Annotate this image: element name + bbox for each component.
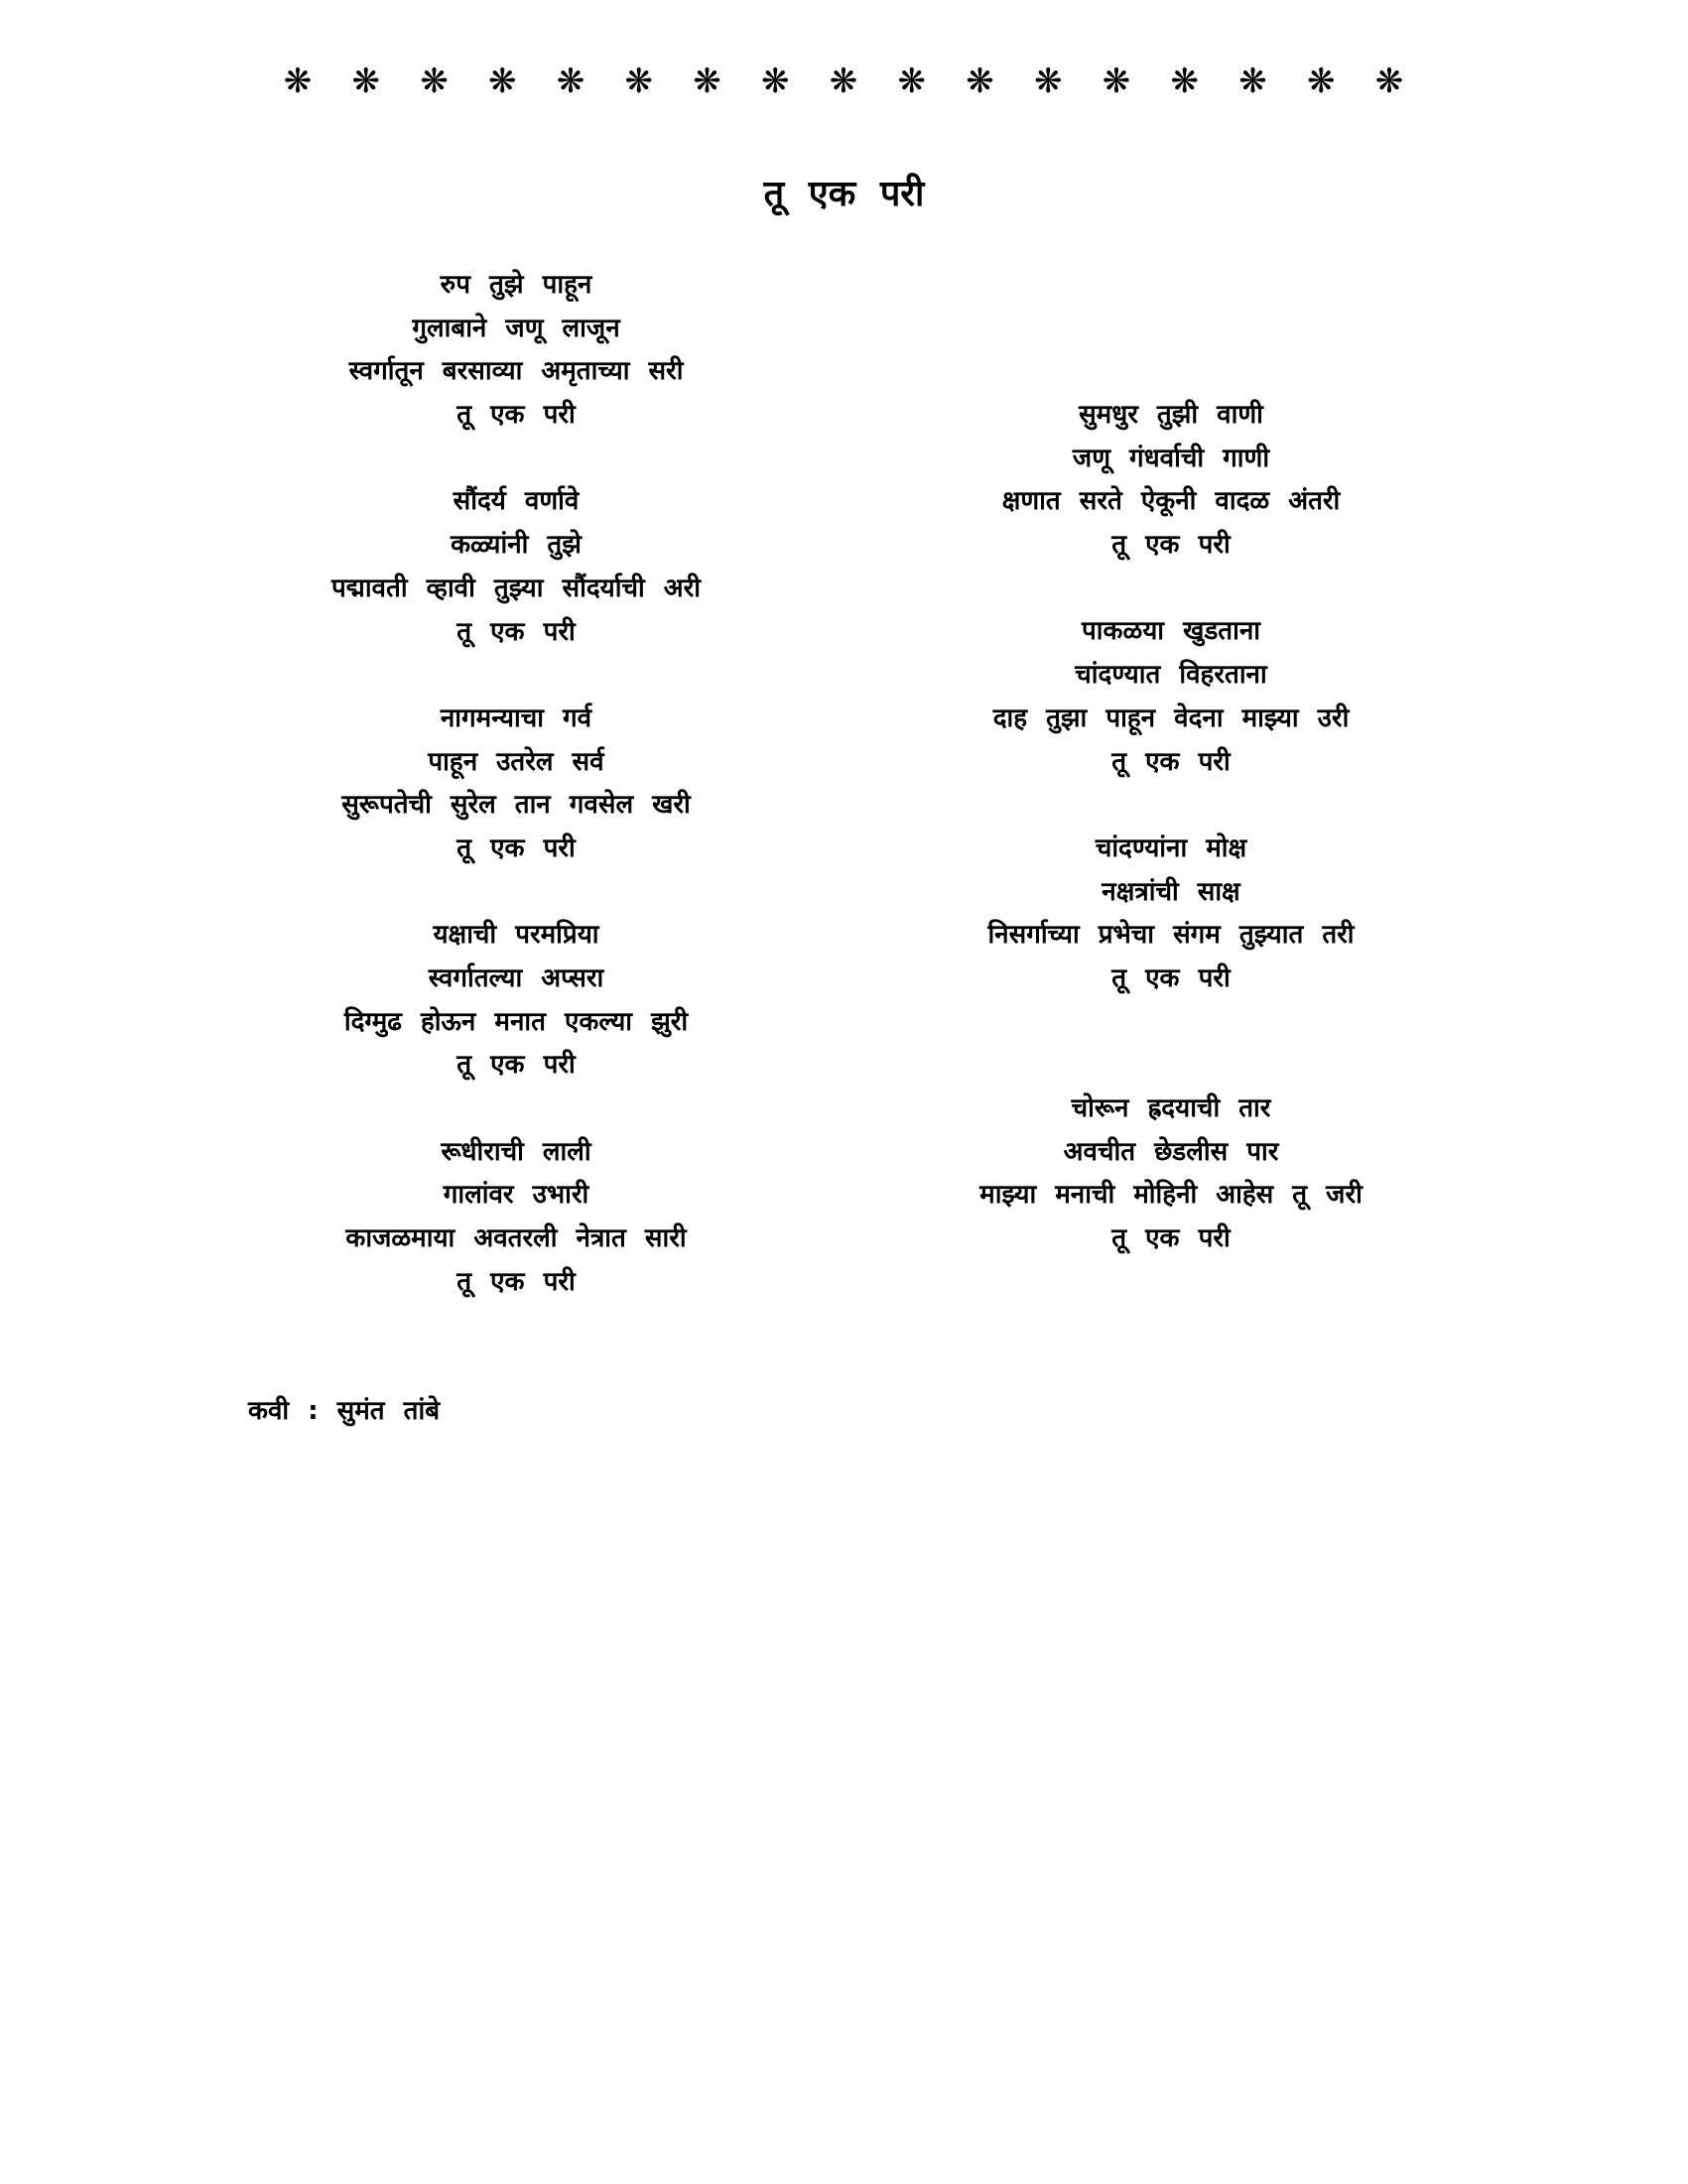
poem-line: सौंदर्य वर्णावे [453,486,580,517]
ornament-icon: ❋ [966,62,994,101]
poem-line: दाह तुझा पाहून वेदना माझ्या उरी [992,703,1350,733]
stanza-gap [238,871,794,915]
poem-line: तू एक परी [456,1266,576,1297]
stanza-gap [873,1001,1469,1045]
stanza-gap [238,1088,794,1131]
ornament-icon: ❋ [624,62,653,101]
poem-line: यक्षाची परमप्रिया [433,920,599,951]
ornament-icon: ❋ [556,62,585,101]
ornament-icon: ❋ [1374,62,1404,101]
ornament-icon: ❋ [283,62,313,101]
ornament-icon: ❋ [897,62,926,101]
poem-line: तू एक परी [1111,963,1231,993]
poem-line: चांदण्यात विहरताना [1075,660,1267,691]
poem-line: तू एक परी [456,400,576,431]
poem-line: नक्षत्रांची साक्ष [1102,876,1240,907]
poem-line: नागमन्याचा गर्व [440,703,592,733]
poem-line: पाहून उतरेल सर्व [428,746,604,777]
ornament-icon: ❋ [829,62,858,101]
ornament-icon: ❋ [351,62,380,101]
stanza-gap [873,1044,1469,1088]
poem-line: रूधीराची लाली [441,1136,591,1167]
poem-line: कळ्यांनी तुझे [451,530,582,561]
poem-line: काजळमाया अवतरली नेत्रात सारी [345,1223,687,1254]
ornament-icon: ❋ [420,62,449,101]
poem-line: पाकळया खुडताना [1082,616,1260,647]
poem-line: सुमधुर तुझी वाणी [1079,400,1263,430]
poem-line: अवचीत छेडलीस पार [1063,1136,1279,1167]
ornament-icon: ❋ [1034,62,1063,101]
poem-line: तू एक परी [456,833,576,863]
poem-line: पद्मावती व्हावी तुझ्या सौंदर्याची अरी [331,573,701,603]
poem-line: स्वर्गातून बरसाव्या अमृताच्या सरी [348,356,684,387]
ornament-icon: ❋ [1238,62,1267,101]
ornament-icon: ❋ [488,62,517,101]
poem-line: चांदण्यांना मोक्ष [1095,833,1247,863]
stanza-gap [238,654,794,698]
ornament-icon: ❋ [1170,62,1199,101]
poem-line: गालांवर उभारी [443,1180,589,1211]
poem-left-column [238,264,794,1305]
poem-line: जणू गंधर्वाची गाणी [1072,443,1270,473]
poem-line: निसर्गाच्या प्रभेचा संगम तुझ्यात तरी [987,920,1355,951]
poem-line: तू एक परी [1111,746,1231,777]
ornament-icon: ❋ [761,62,790,101]
poem-line: तू एक परी [456,616,576,647]
poem-line: तू एक परी [1111,530,1231,561]
stanza-gap [238,438,794,481]
stanza-gap [873,568,1469,611]
ornament-icon: ❋ [1307,62,1336,101]
ornament-border [278,62,1409,101]
poem-title: तू एक परी [763,174,925,214]
poem-line: सुरूपतेची सुरेल तान गवसेल खरी [341,790,691,821]
poem-line: रुप तुझे पाहून [440,270,592,300]
poem-line: चोरून ह्रदयाची तार [1071,1093,1271,1123]
poem-line: गुलाबाने जणू लाजून [412,313,620,343]
poem-line: क्षणात सरते ऐकूनी वादळ अंतरी [1001,486,1341,517]
ornament-icon: ❋ [1102,62,1131,101]
poem-line: तू एक परी [1111,1223,1231,1254]
poet-credit: कवी : सुमंत तांबे [248,1396,441,1426]
ornament-icon: ❋ [693,62,721,101]
poem-right-column [873,394,1469,1261]
stanza-gap [873,784,1469,828]
poem-line: दिग्मुढ होऊन मनात एकल्या झुरी [343,1006,689,1037]
poem-line: माझ्या मनाची मोहिनी आहेस तू जरी [979,1180,1363,1211]
poem-line: स्वर्गातल्या अप्सरा [428,964,604,993]
poem-line: तू एक परी [456,1050,576,1081]
